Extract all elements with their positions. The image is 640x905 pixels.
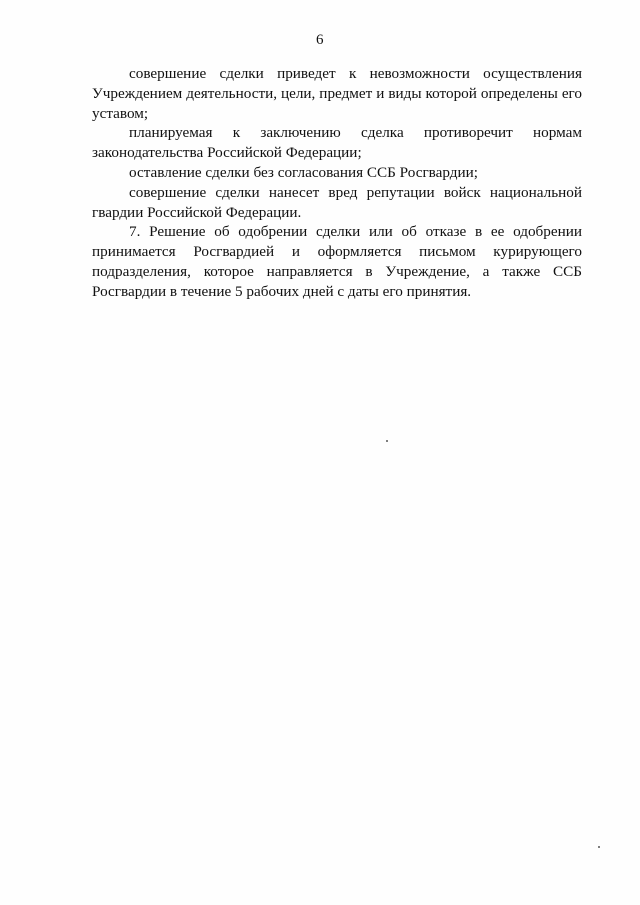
- paragraph-clause-contradicts-law: планируемая к заключению сделка противоречит нормам законодательства Российской Федерации;: [92, 124, 582, 162]
- paragraph-item-7-decision: 7. Решение об одобрении сделки или об отказе в ее одобрении принимается Росгвардией и оформляется письмом курирующего подразделения, которое направляется в Учреждение, а также ССБ Росгвардии в течение 5 рабочих дней с даты его принятия.: [92, 223, 582, 300]
- document-body: [92, 64, 582, 302]
- paragraph-clause-no-approval: оставление сделки без согласования ССБ Росгвардии;: [129, 163, 478, 181]
- page-number: 6: [316, 32, 324, 48]
- scan-speck: [386, 440, 388, 442]
- paragraph-clause-reputation: совершение сделки нанесет вред репутации войск национальной гвардии Российской Федерации.: [92, 183, 582, 221]
- paragraph-clause-impossibility: совершение сделки приведет к невозможности осуществления Учреждением деятельности, цели, предмет и виды которой определены его уставом;: [92, 65, 582, 122]
- scan-speck: [598, 846, 600, 848]
